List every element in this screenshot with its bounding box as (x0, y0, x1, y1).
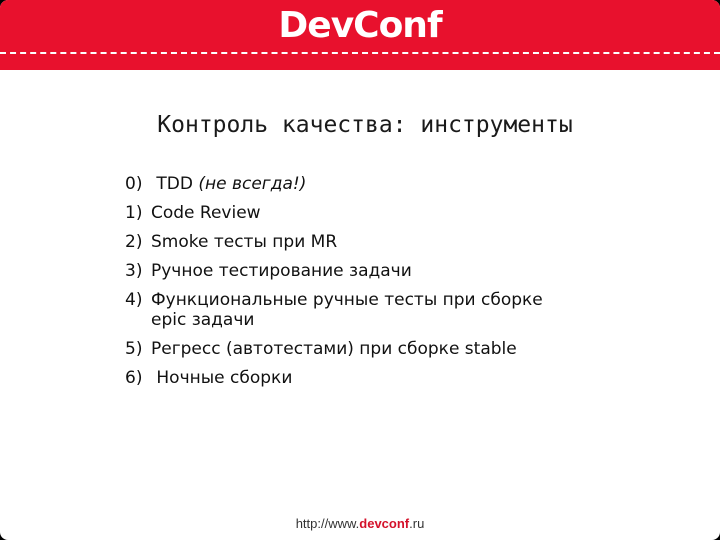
item-text: Smoke тесты при MR (151, 232, 338, 252)
item-number: 1) (125, 203, 143, 223)
item-text: Регресс (автотестами) при сборке stable (151, 339, 517, 359)
footer-url-brand: devconf (359, 516, 410, 531)
footer-url (0, 516, 720, 531)
list-item (125, 199, 645, 228)
item-text: Ночные сборки (151, 368, 293, 388)
header-bar (0, 0, 720, 70)
item-text: Code Review (151, 203, 261, 223)
devconf-logo: DevConf (278, 5, 442, 46)
footer-url-suffix: .ru (409, 516, 425, 531)
list-item (125, 335, 645, 364)
item-text (151, 170, 645, 199)
item-text-continuation: epic задачи (151, 310, 255, 330)
tools-list (125, 170, 645, 393)
list-item-continuation (125, 309, 645, 335)
item-text: Ручное тестирование задачи (151, 261, 412, 281)
list-item (125, 170, 645, 199)
item-number: 6) (125, 368, 143, 388)
footer-url-prefix: http://www. (295, 516, 360, 531)
item-number: 3) (125, 261, 143, 281)
item-number: 5) (125, 339, 143, 359)
list-item (125, 364, 645, 393)
item-text-main: TDD (151, 174, 199, 194)
list-item (125, 257, 645, 286)
item-number: 4) (125, 290, 143, 310)
item-number-spacer (125, 309, 151, 331)
header-dashed-line (0, 52, 720, 54)
item-text: Функциональные ручные тесты при сборке (151, 290, 543, 310)
item-text-italic: (не всегда!) (198, 174, 307, 194)
slide-title: Контроль качества: инструменты (157, 112, 573, 138)
list-item (125, 228, 645, 257)
item-number: 0) (125, 174, 143, 194)
item-number: 2) (125, 232, 143, 252)
